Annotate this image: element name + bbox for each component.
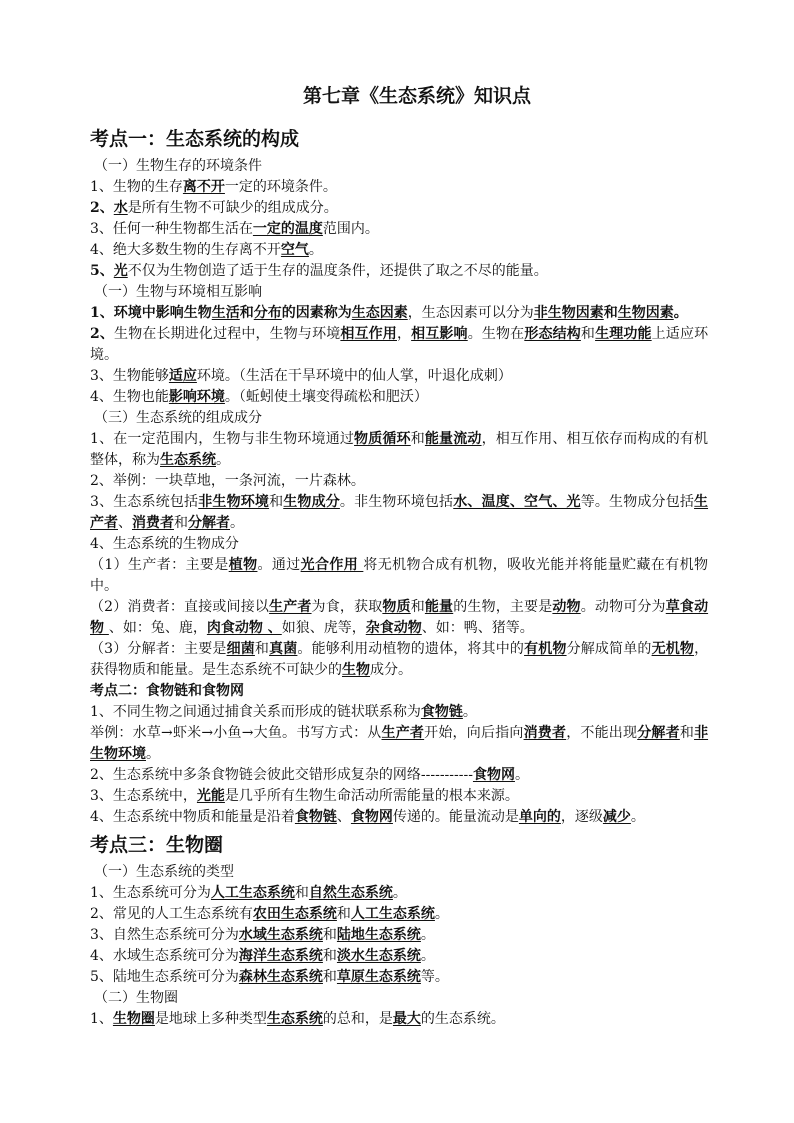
section2-item: 举例：水草→虾米→小鱼→大鱼。书写方式：从生产者开始，向后指向消费者，不能出现分解者和非生物环境。 — [90, 725, 709, 762]
section1-sub3: （三）生态系统的组成成分 — [94, 410, 262, 426]
section3-item: 1、生态系统可分为人工生态系统和自然生态系统。 — [90, 885, 407, 901]
section3-item: 5、陆地生态系统可分为森林生态系统和草原生态系统等。 — [90, 969, 449, 985]
section1-item: 5、光不仅为生物创造了适于生存的温度条件，还提供了取之不尽的能量。 — [90, 263, 548, 279]
section1-item: 3、生态系统包括非生物环境和生物成分。非生物环境包括水、温度、空气、光等。生物成分包括生产者、消费者和分解者。 — [90, 494, 709, 531]
section2-heading: 考点二：食物链和食物网 — [90, 683, 244, 699]
section3-item: 1、生物圈是地球上多种类型生态系统的总和，是最大的生态系统。 — [90, 1011, 505, 1027]
section1-item: 1、在一定范围内，生物与非生物环境通过物质循环和能量流动，相互作用、相互依存而构成的有机整体，称为生态系统。 — [90, 431, 709, 468]
section1-item: 2、水是所有生物不可缺少的组成成分。 — [90, 200, 338, 216]
section1-item: 1、环境中影响生物生活和分布的因素称为生态因素，生态因素可以分为非生物因素和生物因素。 — [90, 305, 688, 321]
section3-item: 3、自然生态系统可分为水域生态系统和陆地生态系统。 — [90, 927, 435, 943]
section2-item: 2、生态系统中多条食物链会彼此交错形成复杂的网络-----------食物网。 — [90, 767, 529, 783]
section2-item: 3、生态系统中，光能是几乎所有生物生命活动所需能量的根本来源。 — [90, 788, 519, 804]
section3-item: 4、水域生态系统可分为海洋生态系统和淡水生态系统。 — [90, 948, 435, 964]
section1-item: 4、生物也能影响环境。（蚯蚓使土壤变得疏松和肥沃） — [90, 389, 428, 405]
section3-heading: 考点三：生物圈 — [90, 834, 224, 856]
section1-item: 3、生物能够适应环境。（生活在干旱环境中的仙人掌，叶退化成刺） — [90, 368, 512, 384]
section1-item: 1、生物的生存离不开一定的环境条件。 — [90, 179, 337, 195]
section2-item: 1、不同生物之间通过捕食关系而形成的链状联系称为食物链。 — [90, 704, 477, 720]
section1-sub2: （一）生物与环境相互影响 — [94, 284, 262, 300]
section1-item: 4、绝大多数生物的生存离不开空气。 — [90, 242, 323, 258]
section3-sub1: （一）生态系统的类型 — [94, 864, 234, 880]
section2-item: 4、生态系统中物质和能量是沿着食物链、食物网传递的。能量流动是单向的，逐级减少。 — [90, 809, 645, 825]
section3-item: 2、常见的人工生态系统有农田生态系统和人工生态系统。 — [90, 906, 449, 922]
page-title: 第七章《生态系统》知识点 — [302, 85, 531, 107]
section1-item: （2）消费者：直接或间接以生产者为食，获取物质和能量的生物，主要是动物。动物可分为草食动物 、如：兔、鹿，肉食动物 、如狼、虎等，杂食动物、如：鸭、猪等。 — [90, 599, 709, 636]
section1-item: 4、生态系统的生物成分 — [90, 536, 239, 552]
document-page — [90, 82, 708, 1030]
section3-sub2: （二）生物圈 — [94, 990, 178, 1006]
section1-sub1: （一）生物生存的环境条件 — [94, 158, 262, 174]
section1-heading: 考点一：生态系统的构成 — [90, 128, 300, 150]
section1-item: （1）生产者：主要是植物。通过光合作用 将无机物合成有机物，吸收光能并将能量贮藏在有机物中。 — [90, 557, 709, 594]
section1-item: 3、任何一种生物都生活在一定的温度范围内。 — [90, 221, 379, 237]
section1-item: 2、生物在长期进化过程中，生物与环境相互作用，相互影响。生物在形态结构和生理功能上适应环境。 — [90, 326, 709, 363]
section1-item: （3）分解者：主要是细菌和真菌。能够利用动植物的遗体，将其中的有机物分解成简单的无机物，获得物质和能量。是生态系统不可缺少的生物成分。 — [90, 641, 709, 678]
section1-item: 2、举例：一块草地，一条河流，一片森林。 — [90, 473, 365, 489]
